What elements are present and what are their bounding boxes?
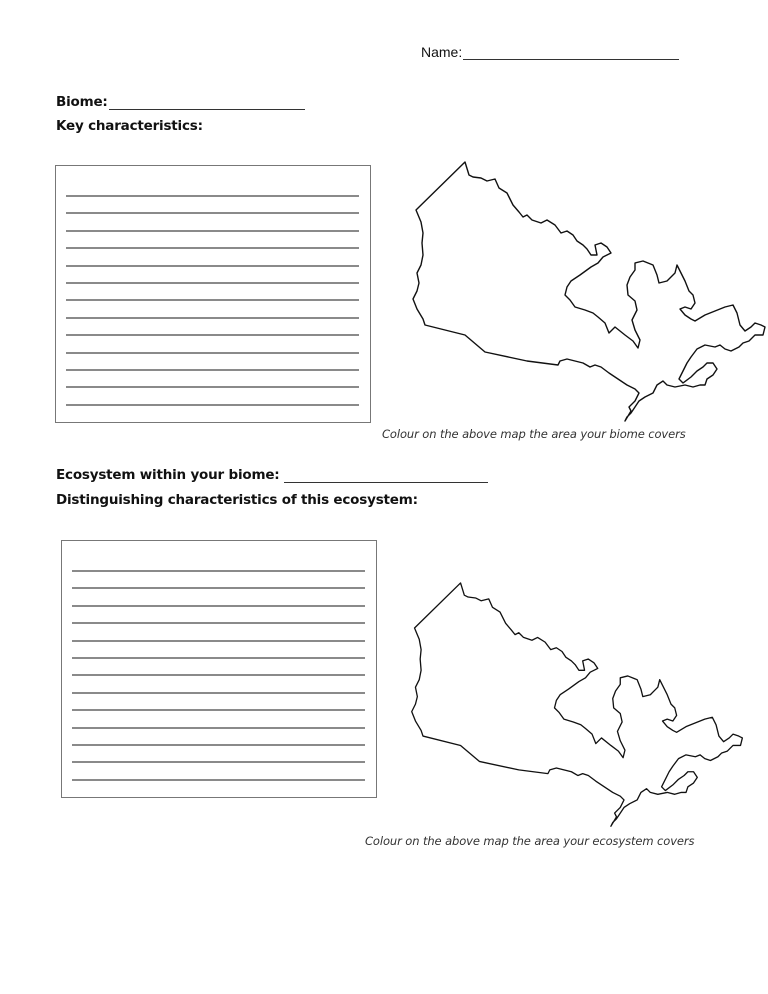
writing-line[interactable] bbox=[66, 265, 359, 267]
mainland-outline bbox=[412, 583, 743, 826]
writing-line[interactable] bbox=[66, 369, 359, 371]
writing-line[interactable] bbox=[66, 282, 359, 284]
distinguishing-characteristics-writing-box[interactable] bbox=[61, 540, 377, 798]
ecosystem-map-caption: Colour on the above map the area your ecosystem covers bbox=[365, 834, 695, 848]
key-characteristics-writing-box[interactable] bbox=[55, 165, 371, 423]
writing-line[interactable] bbox=[66, 299, 359, 301]
biome-blank-line[interactable] bbox=[109, 95, 305, 110]
ecosystem-label: Ecosystem within your biome: bbox=[56, 467, 280, 483]
distinguishing-characteristics-heading: Distinguishing characteristics of this ecosystem: bbox=[56, 492, 418, 508]
ecosystem-blank-line[interactable] bbox=[284, 468, 488, 483]
writing-line[interactable] bbox=[72, 727, 365, 729]
writing-line[interactable] bbox=[72, 744, 365, 746]
canada-map-icon bbox=[395, 95, 768, 425]
mainland-outline bbox=[413, 162, 765, 421]
name-field[interactable] bbox=[421, 44, 679, 60]
writing-line[interactable] bbox=[72, 622, 365, 624]
key-characteristics-heading: Key characteristics: bbox=[56, 118, 203, 134]
biome-label: Biome: bbox=[56, 94, 108, 110]
name-label: Name: bbox=[421, 44, 463, 60]
biome-map-caption: Colour on the above map the area your biome covers bbox=[382, 427, 686, 441]
writing-line[interactable] bbox=[66, 386, 359, 388]
biome-field[interactable] bbox=[56, 94, 305, 110]
writing-line[interactable] bbox=[72, 761, 365, 763]
writing-line[interactable] bbox=[72, 570, 365, 572]
name-blank-line[interactable] bbox=[463, 45, 679, 60]
writing-line[interactable] bbox=[72, 640, 365, 642]
writing-line[interactable] bbox=[72, 605, 365, 607]
writing-line[interactable] bbox=[66, 247, 359, 249]
writing-line[interactable] bbox=[72, 657, 365, 659]
canada-map-ecosystem[interactable] bbox=[390, 520, 750, 830]
writing-line[interactable] bbox=[66, 230, 359, 232]
writing-line[interactable] bbox=[72, 587, 365, 589]
writing-line[interactable] bbox=[72, 709, 365, 711]
writing-line[interactable] bbox=[66, 352, 359, 354]
writing-line[interactable] bbox=[66, 195, 359, 197]
writing-line[interactable] bbox=[72, 692, 365, 694]
writing-line[interactable] bbox=[72, 674, 365, 676]
writing-line[interactable] bbox=[66, 317, 359, 319]
canada-map-icon bbox=[390, 520, 750, 830]
writing-line[interactable] bbox=[66, 404, 359, 406]
writing-line[interactable] bbox=[72, 779, 365, 781]
ecosystem-field[interactable] bbox=[56, 467, 488, 483]
canada-map-biome[interactable] bbox=[395, 95, 768, 425]
writing-line[interactable] bbox=[66, 212, 359, 214]
writing-line[interactable] bbox=[66, 334, 359, 336]
